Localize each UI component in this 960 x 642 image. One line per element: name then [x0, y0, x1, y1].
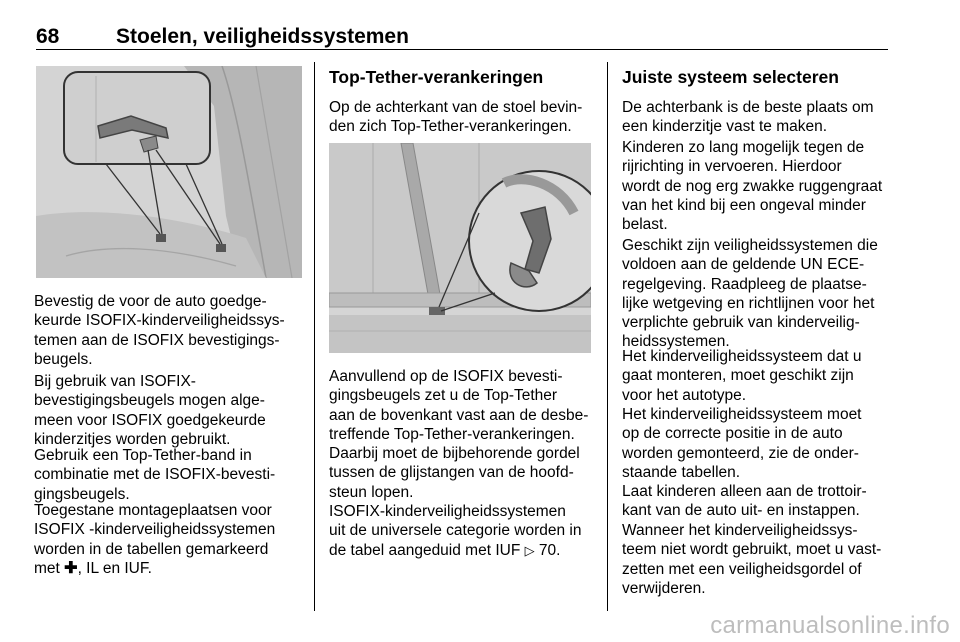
select-paragraph-4: Het kinderveiligheidssysteem dat u gaat monteren, moet geschikt zijn voor het autotype. [622, 348, 862, 404]
select-paragraph-1: De achterbank is de beste plaats om een kinderzitje vast te maken. [622, 99, 874, 136]
top-tether-intro: Op de achterkant van de stoel bevin- den zich Top-Tether-verankeringen. [329, 99, 583, 136]
select-paragraph-6: Laat kinderen alleen aan de trottoir- kant van de auto uit- en instappen. [622, 483, 867, 520]
column-divider-2 [607, 62, 608, 611]
column-divider-1 [314, 62, 315, 611]
page-number: 68 [36, 25, 60, 48]
page-reference-link[interactable]: 70. [534, 541, 561, 559]
paragraph-line-1: ISOFIX-kinderveiligheidssystemen [329, 503, 566, 520]
paragraph-4-line-2: ISOFIX -kinderveiligheidssystemen [34, 521, 276, 539]
paragraph-4-line-3: worden in de tabellen gemarkeerd [34, 540, 269, 558]
paragraph-4-line-4 [34, 559, 302, 578]
paragraph-line-3 [329, 541, 595, 560]
top-tether-paragraph-1: Aanvullend op de ISOFIX bevesti- gingsbeugels zet u de Top-Tether aan de bovenkant vast aan de desbe- treffende Top-Tether-verankeringen. Daarbij moet de bijbehorende gordel tussen de glijstangen van de hoofd- steun lopen. [329, 368, 589, 501]
paragraph-4-line-1: Toegestane montageplaatsen voor [34, 502, 272, 519]
section-heading-juiste-systeem: Juiste systeem selecteren [622, 67, 839, 87]
page-reference-arrow-icon: ▷ [524, 542, 535, 558]
paragraph-3: Gebruik een Top-Tether-band in combinatie met de ISOFIX-bevesti- gingsbeugels. [34, 447, 276, 503]
select-paragraph-3: Geschikt zijn veiligheidssystemen die voldoen aan de geldende UN ECE- regelgeving. Raadpleeg de plaatse- lijke wetgeving en richtlijnen voor het verplichte gebruik van kinderveilig- heidssystemen. [622, 237, 878, 351]
chapter-title: Stoelen, veiligheidssystemen [116, 25, 409, 48]
top-tether-anchor-illustration-icon [329, 143, 591, 353]
select-paragraph-7: Wanneer het kinderveiligheidssys- teem niet wordt gebruikt, moet u vast- zetten met een veiligheidsgordel of verwijderen. [622, 522, 882, 597]
line-text: de tabel aangeduid met IUF [329, 541, 525, 559]
paragraph-2: Bij gebruik van ISOFIX- bevestigingsbeugels mogen alge- meen voor ISOFIX goedgekeurde kinderzitjes worden gebruikt. [34, 373, 266, 448]
select-paragraph-5: Het kinderveiligheidssysteem moet op de correcte positie in de auto worden gemonteerd, zie de onder- staande tabellen. [622, 406, 862, 481]
isofix-seat-illustration-icon [36, 66, 302, 278]
paragraph-1: Bevestig de voor de auto goedge- keurde ISOFIX-kinderveiligheidssys- temen aan de ISOFIX bevestigings- beugels. [34, 293, 285, 368]
watermark: carmanualsonline.info [710, 612, 950, 639]
paragraph-4 [34, 501, 302, 578]
select-paragraph-2: Kinderen zo lang mogelijk tegen de rijrichting in vervoeren. Hierdoor wordt de nog erg zwakke ruggengraat van het kind bij een ongeval minder belast. [622, 139, 883, 234]
paragraph-line-2: uit de universele categorie worden in [329, 522, 582, 540]
cross-symbol-icon: ✚ [64, 559, 78, 577]
top-tether-paragraph-2 [329, 502, 595, 560]
section-heading-top-tether: Top-Tether-verankeringen [329, 67, 544, 87]
page-header [36, 24, 888, 50]
line-text: met [34, 559, 65, 577]
header-rule [36, 49, 888, 50]
line-text: , IL en IUF. [77, 559, 152, 577]
